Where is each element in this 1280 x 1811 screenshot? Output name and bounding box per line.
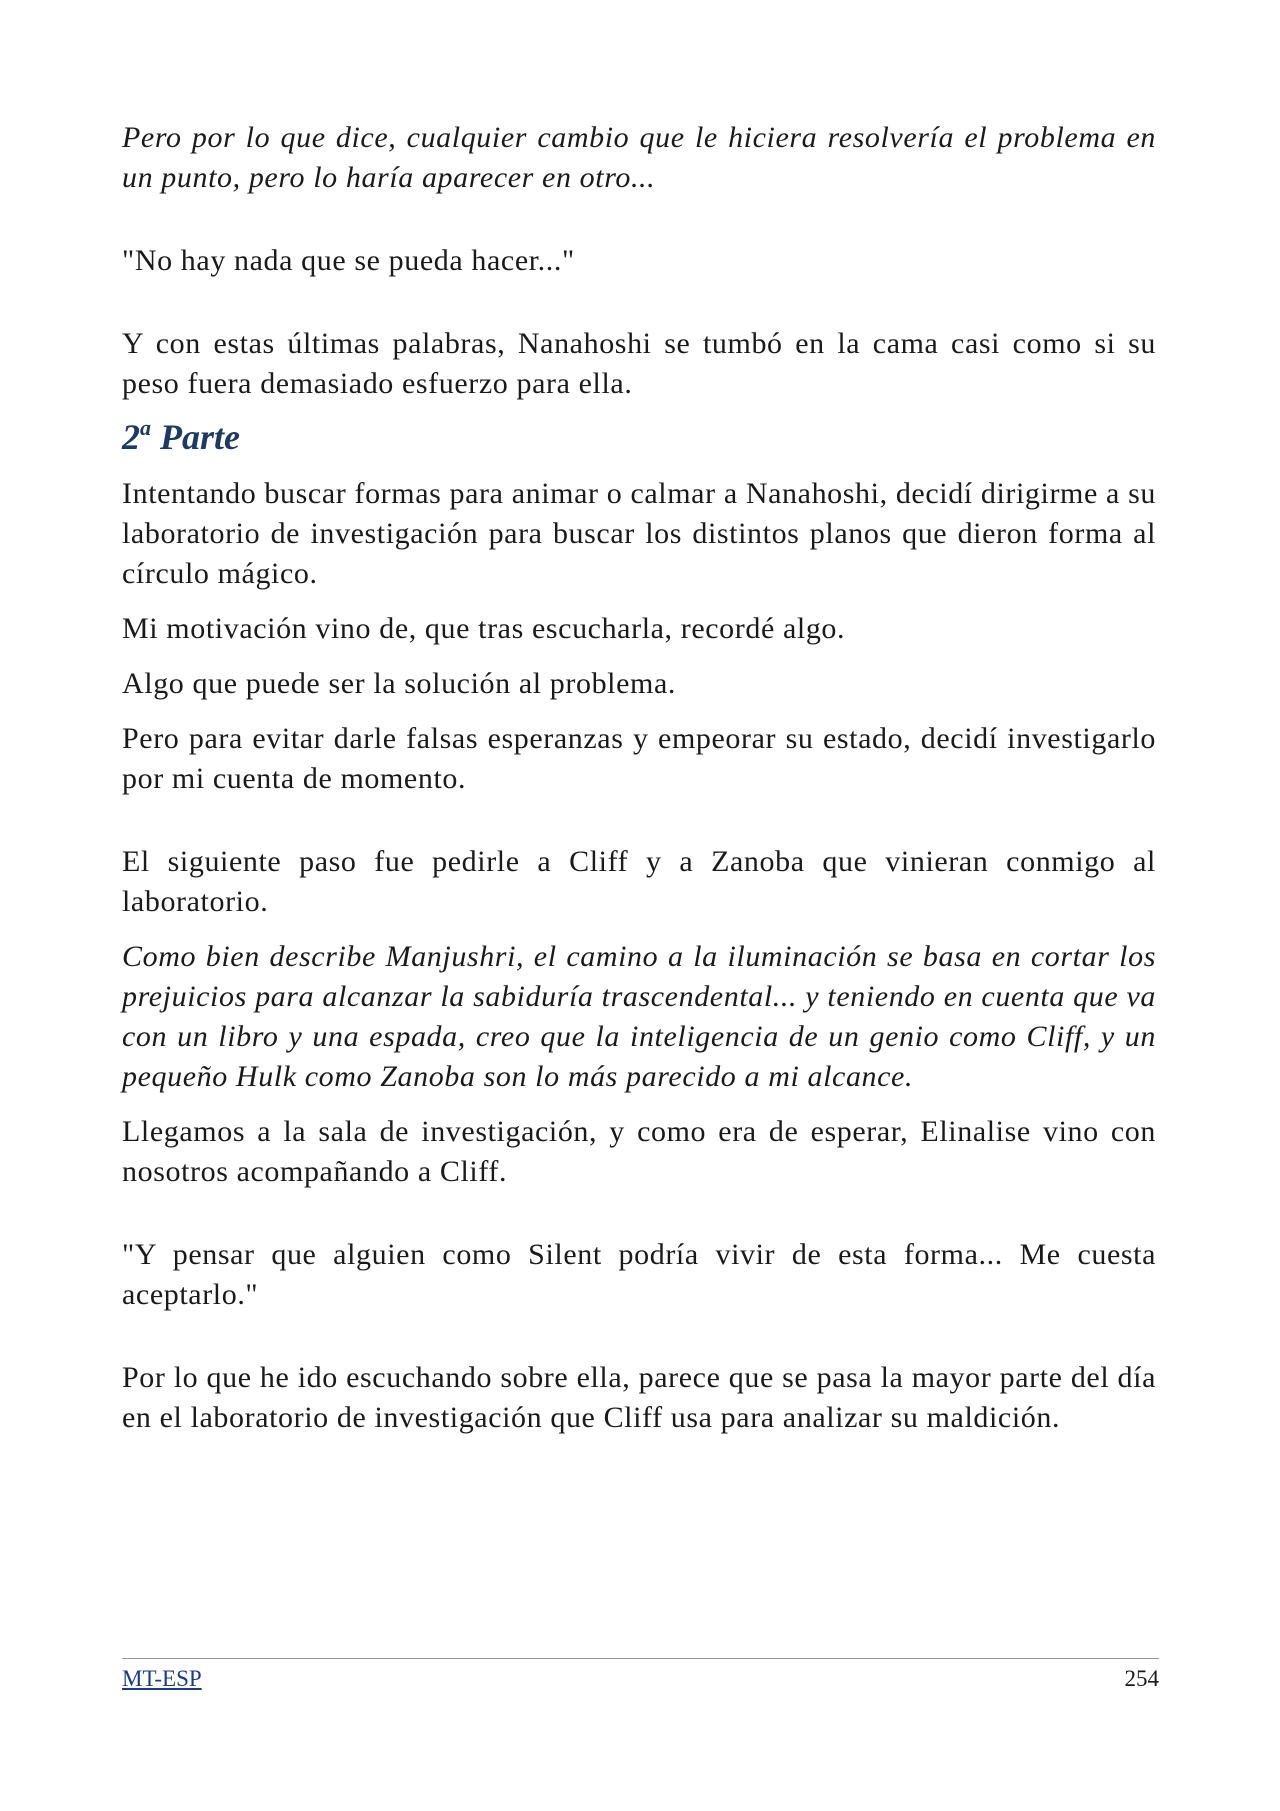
page-body — [122, 118, 1156, 1453]
body-paragraph: El siguiente paso fue pedirle a Cliff y a Zanoba que vinieran conmigo al laboratorio. — [122, 845, 1156, 918]
page-footer — [122, 1658, 1159, 1693]
italic-thought-paragraph: Como bien describe Manjushri, el camino a la iluminación se basa en cortar los prejuicios para alcanzar la sabiduría trascendental... y teniendo en cuenta que va con un libro y una espada, creo que la inteligencia de un genio como Cliff, y un pequeño Hulk como Zanoba son lo más parecido a mi alcance. — [122, 940, 1156, 1093]
body-paragraph: Algo que puede ser la solución al problema. — [122, 667, 676, 700]
page-number: 254 — [1124, 1666, 1159, 1691]
body-paragraph: Mi motivación vino de, que tras escucharla, recordé algo. — [122, 612, 846, 645]
dialogue-paragraph: "Y pensar que alguien como Silent podría vivir de esta forma... Me cuesta aceptarlo." — [122, 1238, 1156, 1311]
body-paragraph: Intentando buscar formas para animar o calmar a Nanahoshi, decidí dirigirme a su laboratorio de investigación para buscar los distintos planos que dieron forma al círculo mágico. — [122, 477, 1156, 590]
body-paragraph: Por lo que he ido escuchando sobre ella, parece que se pasa la mayor parte del día en el laboratorio de investigación que Cliff usa para analizar su maldición. — [122, 1361, 1156, 1434]
section-ordinal-superscript: a — [140, 415, 151, 440]
dialogue-paragraph: "No hay nada que se pueda hacer..." — [122, 244, 575, 277]
section-heading — [122, 414, 1156, 460]
italic-thought-paragraph: Pero por lo que dice, cualquier cambio que le hiciera resolvería el problema en un punto, pero lo haría aparecer en otro... — [122, 121, 1156, 194]
section-number: 2 — [122, 417, 140, 457]
body-paragraph: Pero para evitar darle falsas esperanzas y empeorar su estado, decidí investigarlo por mi cuenta de momento. — [122, 722, 1156, 795]
body-paragraph: Y con estas últimas palabras, Nanahoshi se tumbó en la cama casi como si su peso fuera demasiado esfuerzo para ella. — [122, 327, 1156, 400]
section-title: Parte — [160, 417, 240, 457]
footer-link[interactable]: MT-ESP — [122, 1666, 202, 1691]
body-paragraph: Llegamos a la sala de investigación, y como era de esperar, Elinalise vino con nosotros acompañando a Cliff. — [122, 1115, 1156, 1188]
